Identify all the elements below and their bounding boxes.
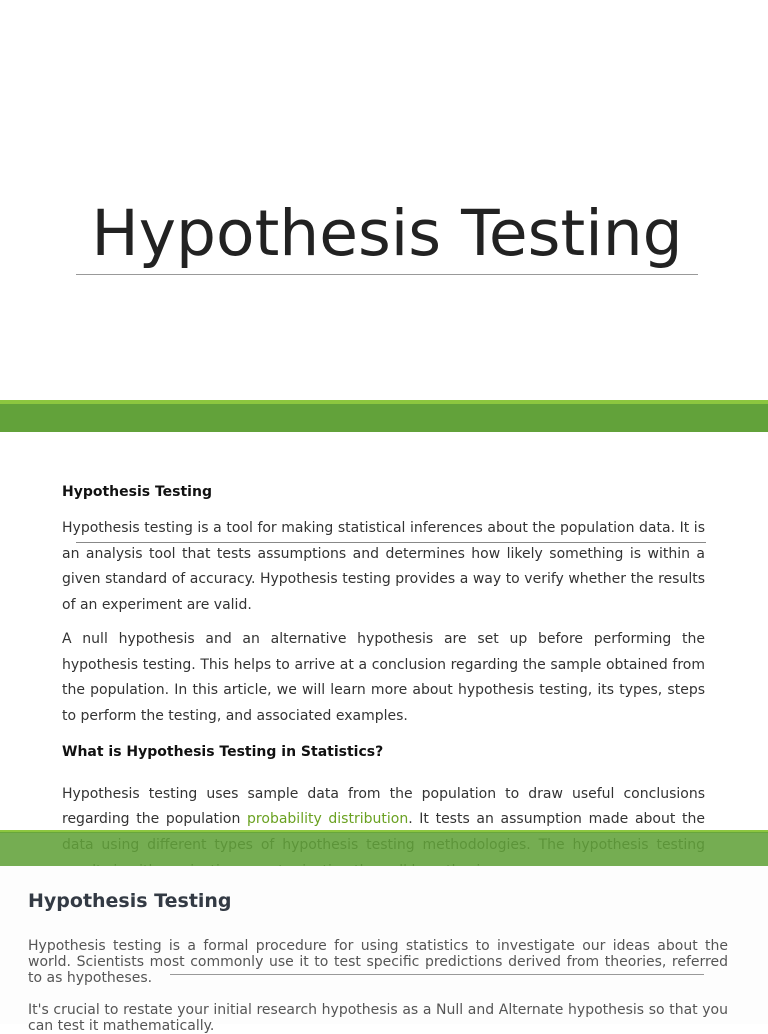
slide3-paragraph-1: Hypothesis testing is a formal procedure for using statistics to investigate our ideas about the world. Scientists most commonly use it to test specific predictions derived from theories, referred to as hypotheses. xyxy=(28,938,728,986)
title-divider xyxy=(76,274,698,275)
slide3-underline xyxy=(170,974,704,975)
probability-distribution-link[interactable]: probability distribution xyxy=(247,811,409,828)
paragraph-3-text-a: Hypothesis testing uses sample data from the population to draw useful conclusions regarding the population xyxy=(62,785,705,828)
accent-band xyxy=(0,404,768,432)
article-paragraph-1: Hypothesis testing is a tool for making statistical inferences about the population data. It is an analysis tool that tests assumptions and determines how likely something is within a given standard of accuracy. Hypothesis testing provides a way to verify whether the results of an experiment are valid. xyxy=(62,520,705,614)
article-heading: Hypothesis Testing xyxy=(62,484,212,500)
text-underline xyxy=(76,542,706,543)
slide-title: Hypothesis Testing xyxy=(91,197,683,270)
article-paragraph-2: A null hypothesis and an alternative hypothesis are set up before performing the hypothesis testing. This helps to arrive at a conclusion regarding the sample obtained from the population. In this article, we will learn more about hypothesis testing, its types, steps to perform the testing, and associated examples. xyxy=(62,630,705,724)
content-slide xyxy=(0,866,768,1034)
accent-band-overlay xyxy=(0,832,768,866)
slide3-paragraph-2: It's crucial to restate your initial research hypothesis as a Null and Alternate hypothesis so that you can test it mathematically. xyxy=(28,1002,728,1034)
paragraph-3-text-b: . It tests an assumption made about the xyxy=(408,811,705,828)
article-subheading: What is Hypothesis Testing in Statistics? xyxy=(62,743,384,760)
slide3-heading: Hypothesis Testing xyxy=(28,890,232,912)
